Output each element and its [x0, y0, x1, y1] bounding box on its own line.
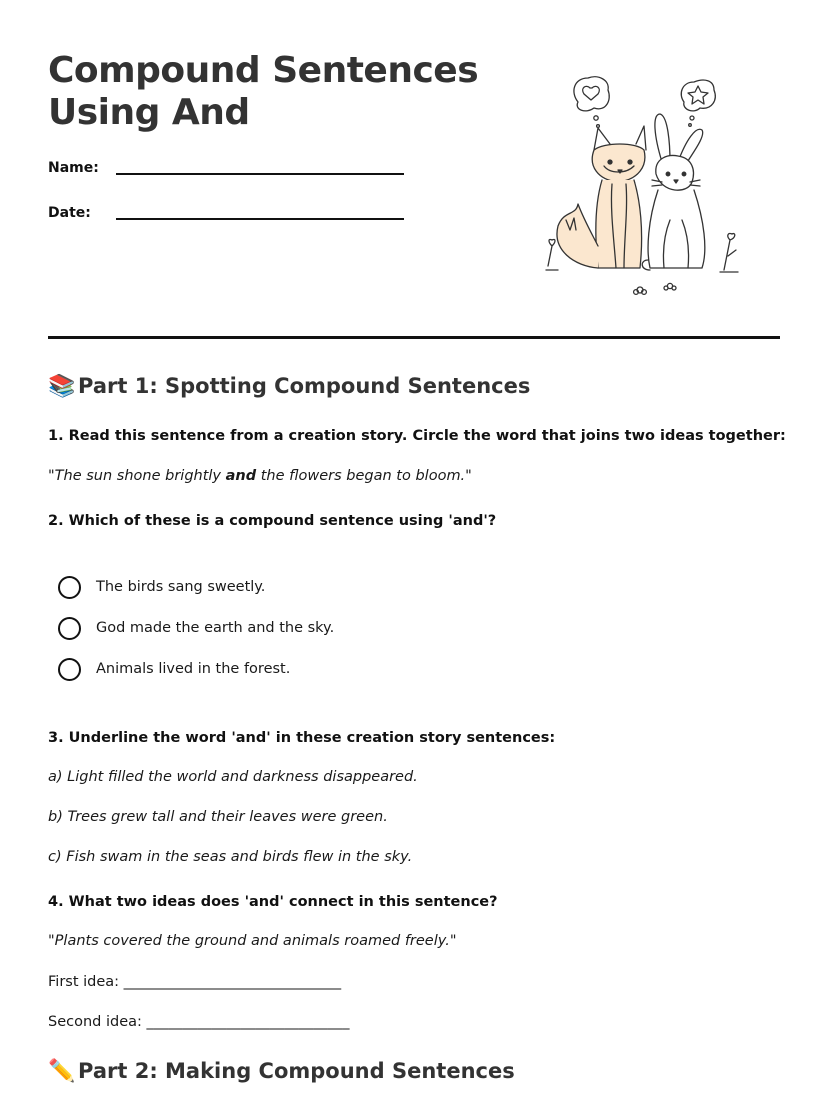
fox-and-bunny-illustration	[544, 70, 744, 302]
books-icon: 📚	[48, 374, 76, 399]
option-3[interactable]	[58, 657, 290, 681]
section-divider	[48, 336, 780, 339]
date-field[interactable]	[48, 205, 91, 221]
q3-item-b: b) Trees grew tall and their leaves were green.	[48, 809, 388, 825]
worksheet-page	[48, 0, 786, 1118]
question-2: 2. Which of these is a compound sentence using 'and'?	[48, 513, 497, 529]
pencil-icon: ✏️	[48, 1059, 76, 1084]
date-label: Date:	[48, 205, 91, 221]
question-4-sentence: "Plants covered the ground and animals roamed freely."	[48, 933, 457, 949]
thought-bubble-heart	[574, 77, 609, 111]
star-icon	[688, 86, 708, 104]
heart-icon	[583, 86, 600, 100]
title-line-1: Compound Sentences	[48, 50, 479, 91]
fox-tail	[557, 204, 598, 268]
part2-heading	[48, 1059, 515, 1084]
option-1-label: The birds sang sweetly.	[96, 579, 266, 595]
bunny-body	[648, 190, 705, 268]
fox-body	[596, 180, 642, 268]
date-line[interactable]	[116, 218, 404, 220]
q3-item-a: a) Light filled the world and darkness disappeared.	[48, 769, 418, 785]
radio-circle[interactable]	[58, 576, 81, 599]
part2-heading-text: Part 2: Making Compound Sentences	[78, 1059, 515, 1083]
option-1[interactable]	[58, 575, 265, 599]
flower-left	[548, 239, 555, 266]
second-idea-field[interactable]: Second idea: ____________________________	[48, 1014, 350, 1030]
name-line[interactable]	[116, 173, 404, 175]
option-2[interactable]	[58, 616, 334, 640]
option-2-label: God made the earth and the sky.	[96, 620, 335, 636]
question-1-sentence	[48, 468, 472, 484]
flower-right	[724, 233, 736, 270]
thought-bubble-star	[681, 80, 715, 111]
bunny-ear-left	[655, 114, 670, 162]
title-line-2: Using And	[48, 92, 250, 133]
first-idea-field[interactable]: First idea: ______________________________	[48, 974, 342, 990]
part1-heading	[48, 374, 530, 399]
radio-circle[interactable]	[58, 658, 81, 681]
q1-sentence-and: and	[225, 468, 257, 484]
name-field[interactable]	[48, 160, 99, 176]
fox-head	[592, 144, 645, 182]
part1-heading-text: Part 1: Spotting Compound Sentences	[78, 374, 531, 398]
q1-sentence-open: "The sun shone brightly	[48, 468, 226, 484]
question-3: 3. Underline the word 'and' in these creation story sentences:	[48, 730, 556, 746]
q3-item-c: c) Fish swam in the seas and birds flew in the sky.	[48, 849, 413, 865]
name-label: Name:	[48, 160, 99, 176]
q1-sentence-close: the flowers began to bloom."	[256, 468, 472, 484]
question-1: 1. Read this sentence from a creation story. Circle the word that joins two ideas together:	[48, 428, 786, 444]
radio-circle[interactable]	[58, 617, 81, 640]
option-3-label: Animals lived in the forest.	[96, 661, 291, 677]
question-4: 4. What two ideas does 'and' connect in this sentence?	[48, 894, 498, 910]
worksheet-title	[48, 50, 478, 134]
